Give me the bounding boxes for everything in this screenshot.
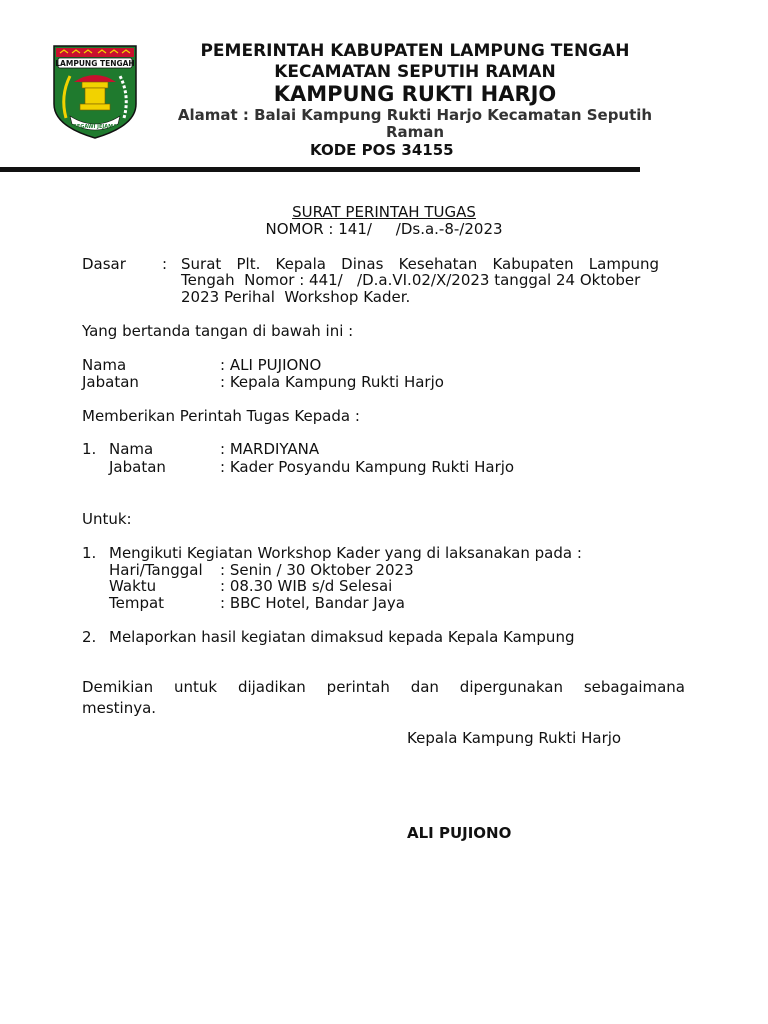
time-value: : 08.30 WIB s/d Selesai (220, 577, 393, 595)
header-postal-code: KODE POS 34155 (310, 141, 454, 159)
task-1-text: Mengikuti Kegiatan Workshop Kader yang di laksanakan pada : (109, 544, 582, 562)
assign-intro: Memberikan Perintah Tugas Kepada : (82, 407, 360, 425)
lampung-tengah-emblem (52, 44, 138, 140)
signature-title: Kepala Kampung Rukti Harjo (407, 729, 622, 747)
place-label: Tempat (109, 594, 165, 612)
header-divider (0, 167, 640, 172)
untuk-label: Untuk: (82, 510, 132, 528)
dasar-line-1: Surat Plt. Kepala Dinas Kesehatan Kabupaten Lampung (181, 255, 659, 273)
assignee-name-value: : MARDIYANA (220, 440, 320, 458)
task-2-text: Melaporkan hasil kegiatan dimaksud kepada Kepala Kampung (109, 628, 575, 646)
signer-position-label: Jabatan (82, 373, 139, 391)
dasar-colon: : (162, 255, 168, 273)
letter-title: SURAT PERINTAH TUGAS (292, 203, 476, 221)
header-district: KECAMATAN SEPUTIH RAMAN (274, 62, 556, 82)
signature-name: ALI PUJIONO (407, 824, 512, 842)
header-government: PEMERINTAH KABUPATEN LAMPUNG TENGAH (200, 41, 630, 61)
dasar-line-3: 2023 Perihal Workshop Kader. (181, 288, 411, 306)
task-1-number: 1. (82, 544, 97, 562)
assignee-position-value: : Kader Posyandu Kampung Rukti Harjo (220, 458, 515, 476)
header-village: KAMPUNG RUKTI HARJO (273, 82, 557, 106)
assignee-name-label: Nama (109, 440, 154, 458)
place-value: : BBC Hotel, Bandar Jaya (220, 594, 405, 612)
closing-line-2: mestinya. (82, 699, 157, 717)
assignee-number: 1. (82, 440, 97, 458)
signer-name-label: Nama (82, 356, 127, 374)
dasar-label: Dasar (82, 255, 126, 273)
svg-text:BEGAWI JEJAMA: BEGAWI JEJAMA (73, 124, 117, 130)
svg-text:LAMPUNG TENGAH: LAMPUNG TENGAH (55, 59, 135, 68)
closing-line-1: Demikian untuk dijadikan perintah dan dipergunakan sebagaimana (82, 678, 685, 696)
signer-name-value: : ALI PUJIONO (220, 356, 322, 374)
signer-position-value: : Kepala Kampung Rukti Harjo (220, 373, 444, 391)
letter-number: NOMOR : 141/ /Ds.a.-8-/2023 (265, 220, 503, 238)
time-label: Waktu (109, 577, 157, 595)
date-label: Hari/Tanggal (109, 561, 203, 579)
header-address: Alamat : Balai Kampung Rukti Harjo Kecamatan Seputih Raman (177, 106, 653, 141)
task-2-number: 2. (82, 628, 97, 646)
dasar-line-2: Tengah Nomor : 441/ /D.a.VI.02/X/2023 tanggal 24 Oktober (181, 271, 641, 289)
signer-intro: Yang bertanda tangan di bawah ini : (82, 322, 354, 340)
date-value: : Senin / 30 Oktober 2023 (220, 561, 414, 579)
assignee-position-label: Jabatan (109, 458, 166, 476)
